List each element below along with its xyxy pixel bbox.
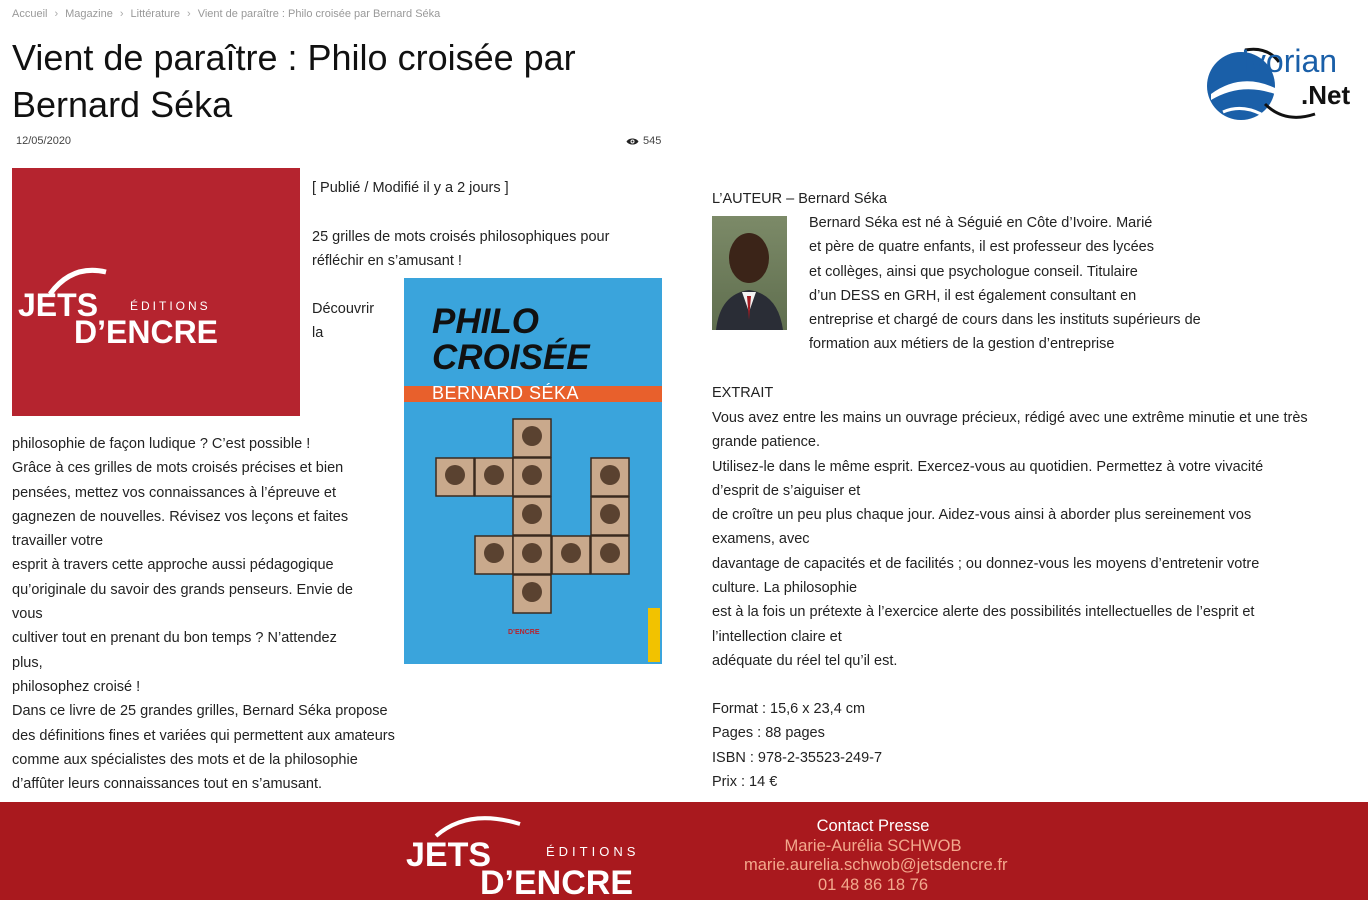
logo-jets: JETS xyxy=(18,287,99,323)
book-specs xyxy=(712,697,882,794)
footer-logo-editions: ÉDITIONS xyxy=(546,844,640,859)
breadcrumb-home[interactable]: Accueil xyxy=(12,8,48,20)
intro-line: réfléchir en s’amusant ! xyxy=(312,253,462,270)
bio-line: Bernard Séka est né à Séguié en Côte d’Ivoire. Marié xyxy=(809,215,1153,231)
breadcrumb-current: Vient de paraître : Philo croisée par Bernard Séka xyxy=(197,8,441,20)
spec-pages: Pages : 88 pages xyxy=(712,725,825,742)
cover-spine-mark xyxy=(648,608,660,662)
paragraph-line: travailler votre xyxy=(12,533,104,550)
book-cover-image[interactable] xyxy=(404,278,662,664)
page-title-line1: Vient de paraître : Philo croisée par xyxy=(12,37,576,78)
extract-line: culture. La philosophie xyxy=(712,580,858,597)
contact-name: Marie-Aurélia SCHWOB xyxy=(784,836,962,855)
post-date: 12/05/2020 xyxy=(16,135,72,147)
publisher-logo xyxy=(12,168,300,416)
spec-format: Format : 15,6 x 23,4 cm xyxy=(712,701,866,717)
spec-isbn: ISBN : 978-2-35523-249-7 xyxy=(712,749,883,766)
site-logo-ivorian: Ivorian xyxy=(1241,43,1338,79)
paragraph-line: Dans ce livre de 25 grandes grilles, Bernard Séka propose xyxy=(12,703,388,720)
extract-text xyxy=(712,406,1362,673)
breadcrumb-separator: › xyxy=(187,8,191,20)
extract-line: examens, avec xyxy=(712,531,810,548)
bio-line: et père de quatre enfants, il est professeur des lycées xyxy=(809,239,1154,256)
extract-line: grande patience. xyxy=(712,434,821,451)
published-note: [ Publié / Modifié il y a 2 jours ] xyxy=(312,180,509,196)
contact-title: Contact Presse xyxy=(816,817,930,835)
spec-price: Prix : 14 € xyxy=(712,773,778,790)
author-heading: L’AUTEUR – Bernard Séka xyxy=(712,191,887,207)
paragraph-line: comme aux spécialistes des mots et de la philosophie xyxy=(12,751,358,768)
paragraph-line: Grâce à ces grilles de mots croisés précises et bien xyxy=(12,460,344,477)
extract-line: d’esprit de s’aiguiser et xyxy=(712,482,861,499)
extract-line: de croître un peu plus chaque jour. Aidez-vous ainsi à aborder plus sereinement vos xyxy=(712,507,1252,524)
extract-line: est à la fois un prétexte à l’exercice alerte des possibilités intellectuelles de l’esprit et xyxy=(712,604,1255,621)
discover-text xyxy=(312,297,374,346)
extract-line: davantage de capacités et de facilités ; ou donnez-vous les moyens d’entretenir votre xyxy=(712,555,1260,572)
contact-phone[interactable]: 01 48 86 18 76 xyxy=(817,875,929,894)
page-title-line2: Bernard Séka xyxy=(12,84,233,125)
paragraph-line: d’affûter leurs connaissances tout en s’amusant. xyxy=(12,776,323,793)
view-count-value: 545 xyxy=(643,135,662,147)
view-count xyxy=(626,135,661,147)
cover-portrait-grid xyxy=(404,278,662,664)
paragraph-line: pensées, mettez vos connaissances à l’épreuve et xyxy=(12,484,337,501)
extract-line: Utilisez-le dans le même esprit. Exercez-vous au quotidien. Permettez à votre vivacité xyxy=(712,458,1264,475)
description-paragraph xyxy=(12,432,432,796)
extract-line: l’intellection claire et xyxy=(712,628,842,645)
breadcrumb-magazine[interactable]: Magazine xyxy=(65,8,113,20)
site-logo-graphic xyxy=(1205,42,1363,124)
site-logo-net: .Net xyxy=(1301,80,1351,110)
press-contact xyxy=(744,817,1008,895)
paragraph-line: qu’originale du savoir des grands penseurs. Envie de xyxy=(12,581,353,598)
cover-title-line: CROISÉE xyxy=(432,338,590,377)
footer-publisher-logo xyxy=(400,806,700,898)
discover-line: la xyxy=(312,325,324,342)
paragraph-line: des définitions fines et variées qui permettent aux amateurs xyxy=(12,727,395,744)
intro-text xyxy=(312,225,609,274)
paragraph-line: gagnezen de nouvelles. Révisez vos leçons et faites xyxy=(12,508,349,525)
breadcrumb-separator: › xyxy=(119,8,124,20)
paragraph-line: esprit à travers cette approche aussi pédagogique xyxy=(12,557,334,574)
extract-line: adéquate du réel tel qu’il est. xyxy=(712,652,898,669)
paragraph-line: vous xyxy=(12,606,43,623)
footer-logo-jets: JETS xyxy=(406,836,492,874)
cover-publisher-mark: D’ENCRE xyxy=(508,629,540,636)
paragraph-line: cultiver tout en prenant du bon temps ? N’attendez xyxy=(12,630,337,647)
bio-line: entreprise et chargé de cours dans les instituts supérieurs de xyxy=(809,312,1201,329)
breadcrumb-separator: › xyxy=(54,8,59,20)
paragraph-line: philosophez croisé ! xyxy=(12,678,141,695)
footer-logo-dencre: D’ENCRE xyxy=(480,864,634,898)
paragraph-line: plus, xyxy=(12,654,43,671)
eye-icon xyxy=(626,137,639,146)
breadcrumb-litterature[interactable]: Littérature xyxy=(130,8,181,20)
intro-line: 25 grilles de mots croisés philosophiques pour xyxy=(312,229,610,245)
cover-title-line: PHILO xyxy=(432,302,539,341)
cover-author: BERNARD SÉKA xyxy=(432,383,580,403)
logo-editions: ÉDITIONS xyxy=(130,299,211,313)
bio-line: formation aux métiers de la gestion d’entreprise xyxy=(809,336,1115,353)
author-bio xyxy=(809,211,1201,357)
breadcrumb xyxy=(12,8,440,20)
extract-line: Vous avez entre les mains un ouvrage précieux, rédigé avec une extrême minutie et une très xyxy=(712,410,1308,426)
bio-line: d’un DESS en GRH, il est également consultant en xyxy=(809,287,1137,304)
paragraph-line: philosophie de façon ludique ? C’est possible ! xyxy=(12,436,311,452)
contact-email[interactable]: marie.aurelia.schwob@jetsdencre.fr xyxy=(744,856,1008,874)
footer-banner xyxy=(0,802,1368,900)
extract-heading: EXTRAIT xyxy=(712,385,774,401)
author-photo xyxy=(712,216,787,330)
discover-line: Découvrir xyxy=(312,301,375,317)
bio-line: et collèges, ainsi que psychologue conseil. Titulaire xyxy=(809,263,1138,280)
logo-dencre: D’ENCRE xyxy=(74,314,219,350)
page-title xyxy=(12,34,652,128)
site-logo[interactable] xyxy=(1205,42,1363,124)
